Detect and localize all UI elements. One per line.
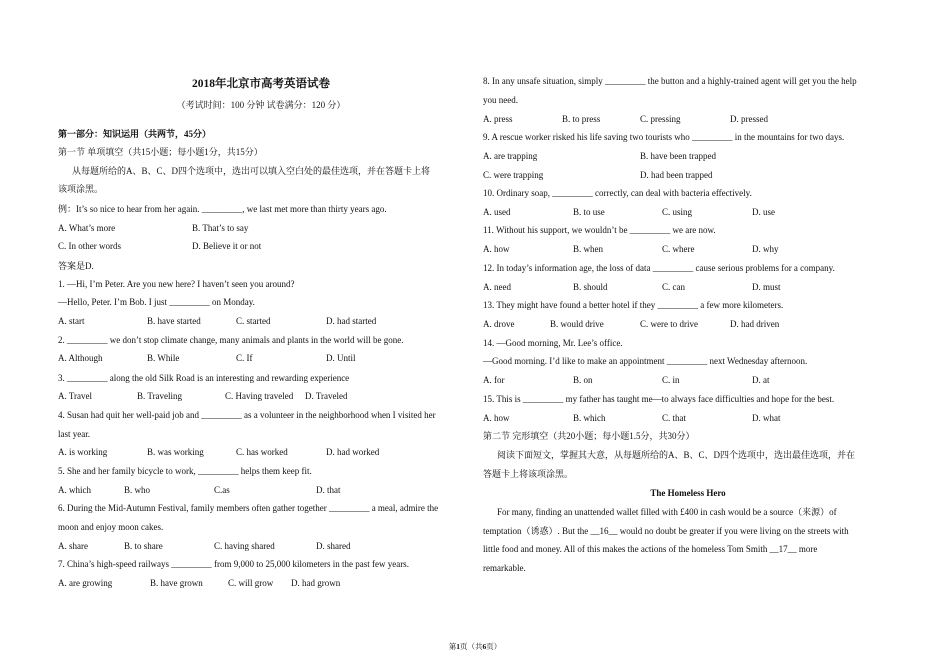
option: B. on	[573, 375, 593, 385]
option: C. started	[236, 316, 271, 326]
question-text: 7. China’s high-speed railways _________ from 9,000 to 25,000 kilometers in the past few years.	[58, 559, 409, 569]
option: B. which	[573, 413, 606, 423]
option: A. start	[58, 316, 85, 326]
section2-instruction: 阅读下面短文，掌握其大意，从每题所给的A、B、C、D四个选项中，选出最佳选项，并在	[497, 450, 856, 460]
option: D. had started	[326, 316, 377, 326]
question-text: moon and enjoy moon cakes.	[58, 522, 164, 532]
option: D. had been trapped	[640, 170, 713, 180]
page-footer	[0, 641, 950, 652]
question-text: you need.	[483, 95, 518, 105]
footer-prefix: 第	[448, 642, 457, 651]
option: B. who	[124, 485, 151, 495]
option: D. why	[752, 244, 779, 254]
option: D. had grown	[291, 578, 341, 588]
option: C. Having traveled	[225, 391, 294, 401]
option: B. have been trapped	[640, 151, 716, 161]
section2-heading: 第二节 完形填空（共20小题；每小题1.5分，共30分）	[483, 431, 695, 441]
passage-title: The Homeless Hero	[650, 488, 726, 498]
option: A. share	[58, 541, 88, 551]
option: D. at	[752, 375, 770, 385]
option: B. While	[147, 353, 180, 363]
page-number: 1	[456, 642, 460, 651]
section2-instruction-cont: 答题卡上将该项涂黑。	[483, 469, 574, 479]
section1-instruction: 从每题所给的A、B、C、D四个选项中，选出可以填入空白处的最佳选项，并在答题卡上将	[72, 166, 431, 176]
option: B. would drive	[550, 319, 604, 329]
example-option: D. Believe it or not	[192, 241, 262, 251]
paper-title: 2018年北京市高考英语试卷	[192, 78, 330, 90]
question-text: 4. Susan had quit her well-paid job and _________ as a volunteer in the neighborhood when I visited her	[58, 410, 436, 420]
option: B. to use	[573, 207, 605, 217]
question-text: 15. This is _________ my father has taught me—to always face difficulties and hope for the best.	[483, 394, 835, 404]
example-option: C. In other words	[58, 241, 121, 251]
example-option: A. What’s more	[58, 223, 116, 233]
question-text: —Hello, Peter. I’m Bob. I just _________ on Monday.	[58, 297, 255, 307]
passage-line: remarkable.	[483, 563, 526, 573]
option: B. have started	[147, 316, 201, 326]
option: A. drove	[483, 319, 515, 329]
section1-instruction-cont: 该项涂黑。	[58, 184, 104, 194]
footer-mid: 页（共	[460, 642, 483, 651]
question-text: 8. In any unsafe situation, simply _________ the button and a highly-trained agent will get you the help	[483, 76, 857, 86]
option: D. Traveled	[305, 391, 348, 401]
option: A. is working	[58, 447, 108, 457]
option: D. Until	[326, 353, 356, 363]
question-text: 13. They might have found a better hotel if they _________ a few more kilometers.	[483, 300, 784, 310]
option: B. to share	[124, 541, 163, 551]
option: B. should	[573, 282, 608, 292]
question-text: 5. She and her family bicycle to work, _________ helps them keep fit.	[58, 466, 312, 476]
passage-line: For many, finding an unattended wallet filled with £400 in cash would be a source（来源）of	[497, 507, 837, 517]
option: D. shared	[316, 541, 351, 551]
option: A. Although	[58, 353, 103, 363]
question-text: last year.	[58, 429, 90, 439]
option: C. pressing	[640, 114, 681, 124]
question-text: 2. _________ we don’t stop climate change, many animals and plants in the world will be gone.	[58, 335, 404, 345]
option: A. which	[58, 485, 91, 495]
option: C. will grow	[228, 578, 274, 588]
option: C. If	[236, 353, 253, 363]
option: A. for	[483, 375, 505, 385]
example-option: B. That’s to say	[192, 223, 249, 233]
section1-heading: 第一节 单项填空（共15小题；每小题1分，共15分）	[58, 147, 263, 157]
option: B. when	[573, 244, 603, 254]
option: D. use	[752, 207, 775, 217]
option: C. where	[662, 244, 695, 254]
option: D. that	[316, 485, 341, 495]
option: C. were trapping	[483, 170, 544, 180]
option: A. need	[483, 282, 511, 292]
part-heading: 第一部分：知识运用（共两节，45分）	[58, 129, 212, 139]
option: B. to press	[562, 114, 601, 124]
option: D. had driven	[730, 319, 780, 329]
question-text: 1. —Hi, I’m Peter. Are you new here? I haven’t seen you around?	[58, 279, 295, 289]
option: A. are growing	[58, 578, 113, 588]
option: A. press	[483, 114, 513, 124]
exam-info: （考试时间：100 分钟 试卷满分：120 分）	[176, 100, 346, 110]
option: C. in	[662, 375, 680, 385]
option: A. are trapping	[483, 151, 538, 161]
option: A. Travel	[58, 391, 93, 401]
passage-line: temptation（诱惑）. But the __16__ would no doubt be greater if you were living on the streets with	[483, 526, 849, 536]
footer-suffix: 页）	[486, 642, 502, 651]
option: C. were to drive	[640, 319, 698, 329]
option: A. how	[483, 244, 510, 254]
page-total: 6	[482, 642, 487, 651]
question-text: 12. In today’s information age, the loss of data _________ cause serious problems for a company.	[483, 263, 835, 273]
question-text: 9. A rescue worker risked his life saving two tourists who _________ in the mountains for two days.	[483, 132, 845, 142]
question-text: 11. Without his support, we wouldn’t be _________ we are now.	[483, 225, 716, 235]
question-text: 6. During the Mid-Autumn Festival, family members often gather together _________ a meal, admire the	[58, 503, 439, 513]
option: C. that	[662, 413, 686, 423]
example-answer: 答案是D.	[58, 261, 94, 271]
option: C. can	[662, 282, 685, 292]
passage-line: little food and money. All of this makes the actions of the homeless Tom Smith __17__ more	[483, 544, 818, 554]
option: B. was working	[147, 447, 204, 457]
option: D. had worked	[326, 447, 380, 457]
option: C. having shared	[214, 541, 275, 551]
option: B. have grown	[150, 578, 203, 588]
option: D. pressed	[730, 114, 768, 124]
option: C. has worked	[236, 447, 288, 457]
option: B. Traveling	[137, 391, 183, 401]
example-question: 例：It’s so nice to hear from her again. _________, we last met more than thirty years ago.	[58, 204, 387, 214]
question-text: —Good morning. I’d like to make an appointment _________ next Wednesday afternoon.	[483, 356, 808, 366]
question-text: 14. —Good morning, Mr. Lee’s office.	[483, 338, 623, 348]
option: C.as	[214, 485, 230, 495]
option: D. must	[752, 282, 781, 292]
option: A. used	[483, 207, 511, 217]
option: D. what	[752, 413, 781, 423]
question-text: 10. Ordinary soap, _________ correctly, can deal with bacteria effectively.	[483, 188, 752, 198]
question-text: 3. _________ along the old Silk Road is an interesting and rewarding experience	[58, 373, 350, 383]
option: A. how	[483, 413, 510, 423]
option: C. using	[662, 207, 693, 217]
